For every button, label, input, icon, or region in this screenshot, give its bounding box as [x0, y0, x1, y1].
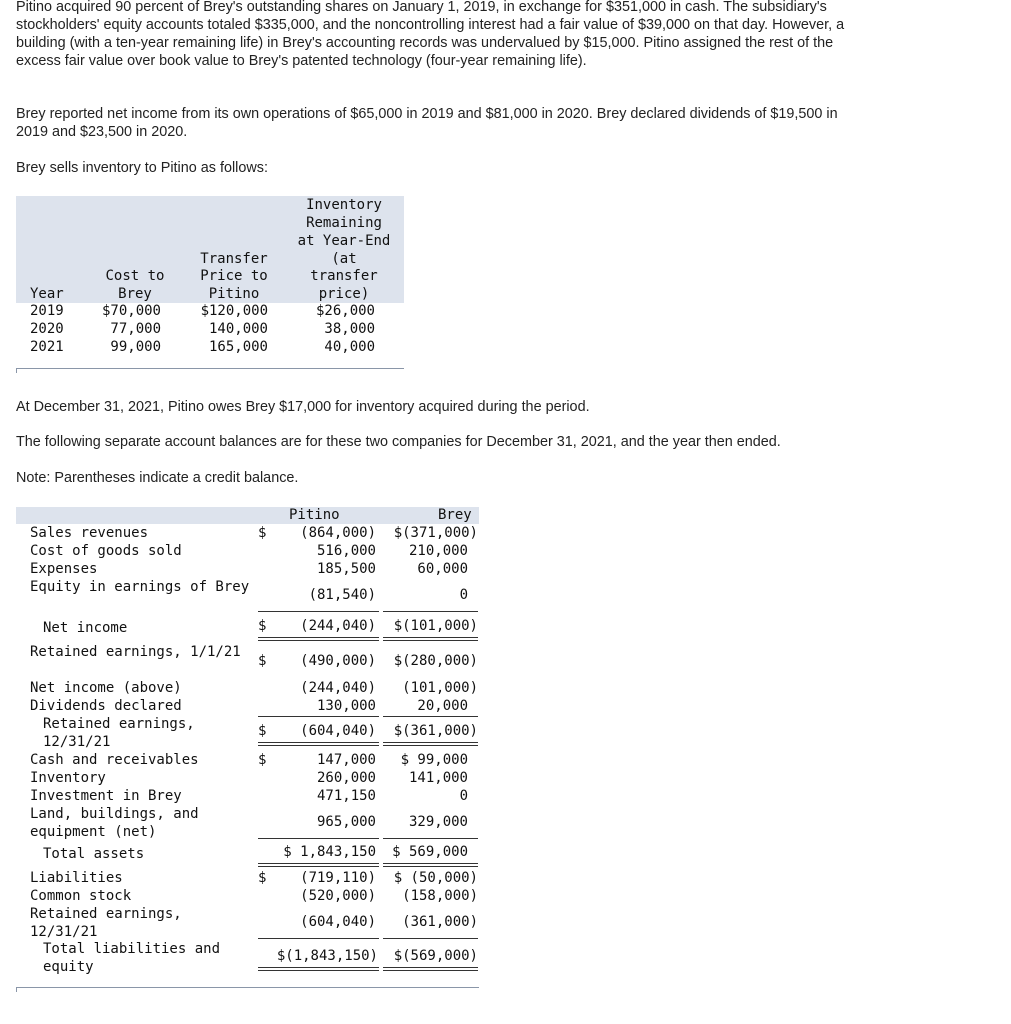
- table-bottom-border: [16, 987, 479, 988]
- cell-remaining: 40,000: [324, 339, 375, 355]
- cell-pitino: 130,000: [316, 698, 376, 714]
- cell-year: 2021: [30, 339, 64, 355]
- cell-pitino: (244,040): [300, 618, 376, 634]
- subtotal-rule: [383, 838, 478, 839]
- total-double-rule: [383, 866, 478, 867]
- total-double-rule: [383, 637, 478, 638]
- subtotal-rule: [258, 938, 379, 939]
- paragraph-credit-note: Note: Parentheses indicate a credit balance.: [16, 470, 299, 486]
- total-double-rule: [258, 866, 379, 867]
- cell-pitino: 147,000: [316, 752, 376, 768]
- total-double-rule: [258, 640, 379, 641]
- subtotal-rule: [258, 838, 379, 839]
- header-year: Year: [30, 286, 64, 302]
- total-double-rule: [258, 970, 379, 971]
- cell-brey: $(101,000): [393, 618, 478, 634]
- row-label: Net income (above): [30, 680, 182, 696]
- cell-cost: $70,000: [101, 303, 161, 319]
- cell-remaining: $26,000: [315, 303, 375, 319]
- cell-cost: 77,000: [110, 321, 161, 337]
- cell-brey: 0: [459, 788, 468, 804]
- cell-pitino: $ 1,843,150: [283, 844, 376, 860]
- subtotal-rule: [383, 611, 478, 612]
- header-pitino: Pitino: [289, 507, 340, 523]
- paragraph-intercompany-payable: At December 31, 2021, Pitino owes Brey $17,000 for inventory acquired during the period.: [16, 399, 590, 415]
- header-remaining: transfer: [310, 268, 378, 284]
- cell-pitino: 260,000: [316, 770, 376, 786]
- cell-brey: 0: [459, 587, 468, 603]
- dollar-sign: $: [258, 870, 267, 886]
- cell-brey: $(371,000): [393, 525, 478, 541]
- total-double-rule: [258, 863, 379, 864]
- row-label: Equity in earnings of Brey: [30, 579, 250, 595]
- total-double-rule: [258, 637, 379, 638]
- cell-year: 2020: [30, 321, 64, 337]
- header-remaining: price): [318, 286, 370, 302]
- header-brey: Brey: [438, 507, 472, 523]
- cell-pitino: (604,040): [300, 723, 376, 739]
- total-double-rule: [383, 967, 478, 968]
- row-label: Dividends declared: [30, 698, 182, 714]
- cell-brey: 210,000: [408, 543, 468, 559]
- cell-brey: $(280,000): [393, 653, 478, 669]
- header-remaining: Remaining: [306, 215, 382, 231]
- cell-cost: 99,000: [110, 339, 161, 355]
- paragraph-account-balances: The following separate account balances are for these two companies for December 31, 2021, and the year then ended.: [16, 434, 781, 450]
- row-label: Expenses: [30, 561, 98, 577]
- row-label: Cost of goods sold: [30, 543, 182, 559]
- cell-pitino: (604,040): [300, 914, 376, 930]
- total-double-rule: [383, 742, 478, 743]
- subtotal-rule: [383, 938, 478, 939]
- cell-pitino: 185,500: [316, 561, 376, 577]
- cell-transfer: 165,000: [208, 339, 268, 355]
- header-remaining: at Year-End: [297, 233, 391, 249]
- cell-pitino: (520,000): [300, 888, 376, 904]
- subtotal-rule: [258, 611, 379, 612]
- intro-paragraph-acquisition: Pitino acquired 90 percent of Brey's outstanding shares on January 1, 2019, in exchange for $351,000 in cash. The subsidiary's stockholders' equity accounts totaled $335,000, and the noncontrolling interest had a fair value of $39,000 on that day. However, a building (with a ten-year remaining life) in Brey's accounting records was undervalued by $15,000. Pitino assigned the rest of the excess fair value over book value to Brey's patented technology (four-year remaining life).: [16, 0, 845, 69]
- row-label: Net income: [43, 620, 128, 636]
- cell-year: 2019: [30, 303, 64, 319]
- cell-brey: (158,000): [402, 888, 478, 904]
- table-header-background: [16, 507, 479, 524]
- row-label: Inventory: [30, 770, 106, 786]
- cell-pitino: (81,540): [308, 587, 376, 603]
- row-label: Common stock: [30, 888, 132, 904]
- row-label: Investment in Brey: [30, 788, 182, 804]
- cell-pitino: (490,000): [300, 653, 376, 669]
- header-transfer-price: Price to: [200, 268, 268, 284]
- row-label: Sales revenues: [30, 525, 149, 541]
- cell-brey: 141,000: [408, 770, 468, 786]
- cell-remaining: 38,000: [324, 321, 375, 337]
- row-label: Cash and receivables: [30, 752, 199, 768]
- header-remaining: (at: [331, 251, 357, 267]
- intro-paragraph-inventory-sales: Brey sells inventory to Pitino as follows:: [16, 160, 268, 176]
- cell-brey: (361,000): [402, 914, 478, 930]
- row-label: Retained earnings, 12/31/21: [43, 716, 195, 750]
- cell-brey: 20,000: [417, 698, 468, 714]
- table-bottom-tick: [16, 368, 17, 373]
- intro-paragraph-net-income: Brey reported net income from its own operations of $65,000 in 2019 and $81,000 in 2020. Brey declared dividends of $19,500 in 2019 and $23,500 in 2020.: [16, 106, 838, 140]
- subtotal-rule: [383, 716, 478, 717]
- dollar-sign: $: [258, 723, 267, 739]
- table-bottom-tick: [16, 987, 17, 992]
- header-cost: Brey: [118, 286, 152, 302]
- cell-pitino: $(1,843,150): [276, 948, 378, 964]
- dollar-sign: $: [258, 653, 267, 669]
- table-bottom-border: [16, 368, 404, 369]
- total-double-rule: [258, 742, 379, 743]
- cell-pitino: (864,000): [300, 525, 376, 541]
- cell-brey: 60,000: [417, 561, 468, 577]
- cell-brey: $ 99,000: [400, 752, 468, 768]
- cell-pitino: (719,110): [300, 870, 376, 886]
- total-double-rule: [383, 970, 478, 971]
- header-transfer-price: Transfer: [200, 251, 268, 267]
- header-cost: Cost to: [105, 268, 165, 284]
- cell-pitino: (244,040): [300, 680, 376, 696]
- cell-transfer: 140,000: [208, 321, 268, 337]
- row-label: Liabilities: [30, 870, 123, 886]
- subtotal-rule: [258, 716, 379, 717]
- cell-brey: $(361,000): [393, 723, 478, 739]
- cell-brey: $ (50,000): [393, 870, 478, 886]
- total-double-rule: [258, 967, 379, 968]
- total-double-rule: [383, 863, 478, 864]
- cell-brey: $ 569,000: [392, 844, 468, 860]
- row-label: Land, buildings, and equipment (net): [30, 806, 199, 840]
- total-double-rule: [383, 745, 478, 746]
- cell-transfer: $120,000: [200, 303, 268, 319]
- dollar-sign: $: [258, 752, 267, 768]
- row-label: Total liabilities and equity: [43, 941, 221, 975]
- header-transfer-price: Pitino: [208, 286, 260, 302]
- dollar-sign: $: [258, 618, 267, 634]
- cell-pitino: 516,000: [316, 543, 376, 559]
- row-label: Total assets: [43, 846, 145, 862]
- cell-pitino: 471,150: [316, 788, 376, 804]
- total-double-rule: [383, 640, 478, 641]
- cell-pitino: 965,000: [316, 814, 376, 830]
- inventory-transfer-table: [16, 196, 404, 372]
- cell-brey: 329,000: [408, 814, 468, 830]
- cell-brey: (101,000): [402, 680, 478, 696]
- header-remaining: Inventory: [306, 197, 382, 213]
- dollar-sign: $: [258, 525, 267, 541]
- cell-brey: $(569,000): [393, 948, 478, 964]
- total-double-rule: [258, 745, 379, 746]
- account-balances-table: [16, 507, 479, 993]
- row-label: Retained earnings, 1/1/21: [30, 644, 241, 660]
- row-label: Retained earnings, 12/31/21: [30, 906, 182, 940]
